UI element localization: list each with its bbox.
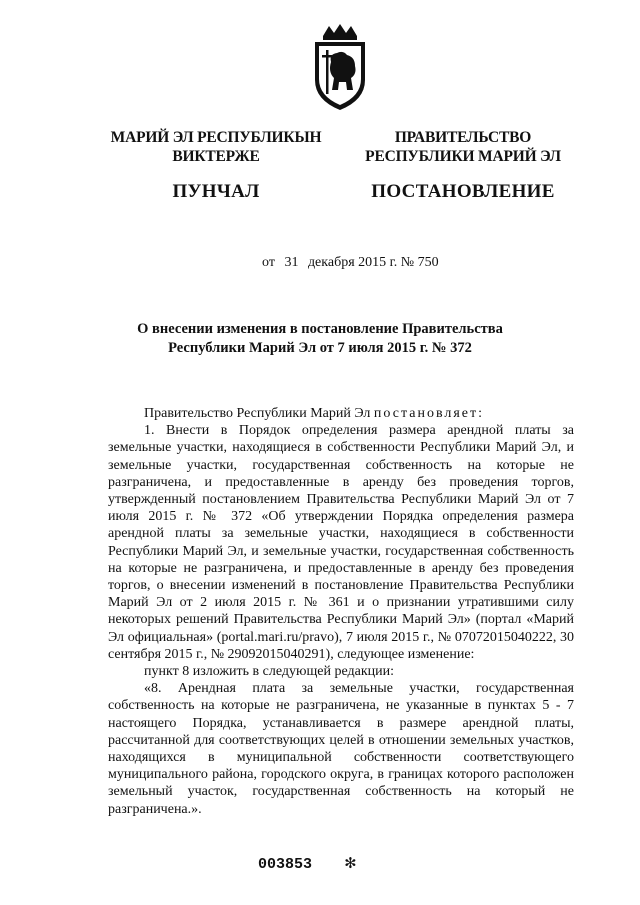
- asterisk-mark: ✻: [345, 854, 356, 874]
- header-right-line1: ПРАВИТЕЛЬСТВО: [394, 129, 532, 146]
- date-rest: декабря 2015 г. № 750: [307, 255, 439, 270]
- title-line2: Республики Марий Эл от 7 июля 2015 г. № 372: [168, 340, 472, 356]
- header-left-line2: ВИКТЕРЖЕ: [172, 148, 260, 165]
- date-day: 31: [284, 255, 299, 270]
- date-prefix: от: [262, 255, 275, 270]
- header-right-doc-type: ПОСТАНОВЛЕНИЕ: [371, 181, 555, 202]
- header-mari: [98, 128, 334, 201]
- document-title: [110, 320, 530, 358]
- document-body: [108, 405, 574, 818]
- document-date: [262, 255, 445, 271]
- header-left-doc-type: ПУНЧАЛ: [172, 181, 260, 202]
- intro-verb: постановляет:: [373, 406, 485, 421]
- header-left-line1: МАРИЙ ЭЛ РЕСПУБЛИКЫН: [110, 129, 322, 146]
- footer-serial: [258, 852, 356, 874]
- coat-of-arms-icon: [301, 22, 379, 112]
- header-russian: [348, 128, 578, 201]
- intro-paragraph: [108, 405, 574, 422]
- paragraph-3: «8. Арендная плата за земельные участки, государственная собственность на которые не разграничена, не указанные в пунктах 5 - 7 настоящего Порядка, устанавливается в размере арендной платы, рассчитанной для соответствующих целей в отношении земельных участков, находящихся в муниципальной собственности соответствующего муниципального района, городского округа, в границах которого расположен земельный участок, государственная собственность на который не разграничена.».: [108, 681, 574, 817]
- intro-text: Правительство Республики Марий Эл: [144, 406, 374, 421]
- header-right-line2: РЕСПУБЛИКИ МАРИЙ ЭЛ: [365, 148, 561, 165]
- paragraph-2: пункт 8 изложить в следующей редакции:: [144, 664, 394, 680]
- paragraph-1: 1. Внести в Порядок определения размера арендной платы за земельные участки, находящиеся в собственности Республики Марий Эл, и земельные участки, государственная собственность на которые не разграничена, и предоставленные в аренду без проведения торгов, утвержденный постановлением Правительства Республики Марий Эл от 7 июля 2015 г. № 372 «Об утверждении Порядка определения размера арендной платы за земельные участки, находящиеся в собственности Республики Марий Эл, и земельные участки, государственная собственность на которые не разграничена, и предоставленные в аренду без проведения торгов, о внесении изменений в постановление Правительства Республики Марий Эл от 2 июля 2015 г. № 361 и о признании утратившими силу некоторых решений Правительства Республики Марий Эл» (портал «Марий Эл официальная» (portal.mari.ru/pravo), 7 июля 2015 г., № 07072015040222, 30 сентября 2015 г., № 29092015040291), следующее изменение:: [108, 423, 574, 662]
- title-line1: О внесении изменения в постановление Правительства: [137, 321, 503, 337]
- serial-number: 003853: [258, 856, 313, 873]
